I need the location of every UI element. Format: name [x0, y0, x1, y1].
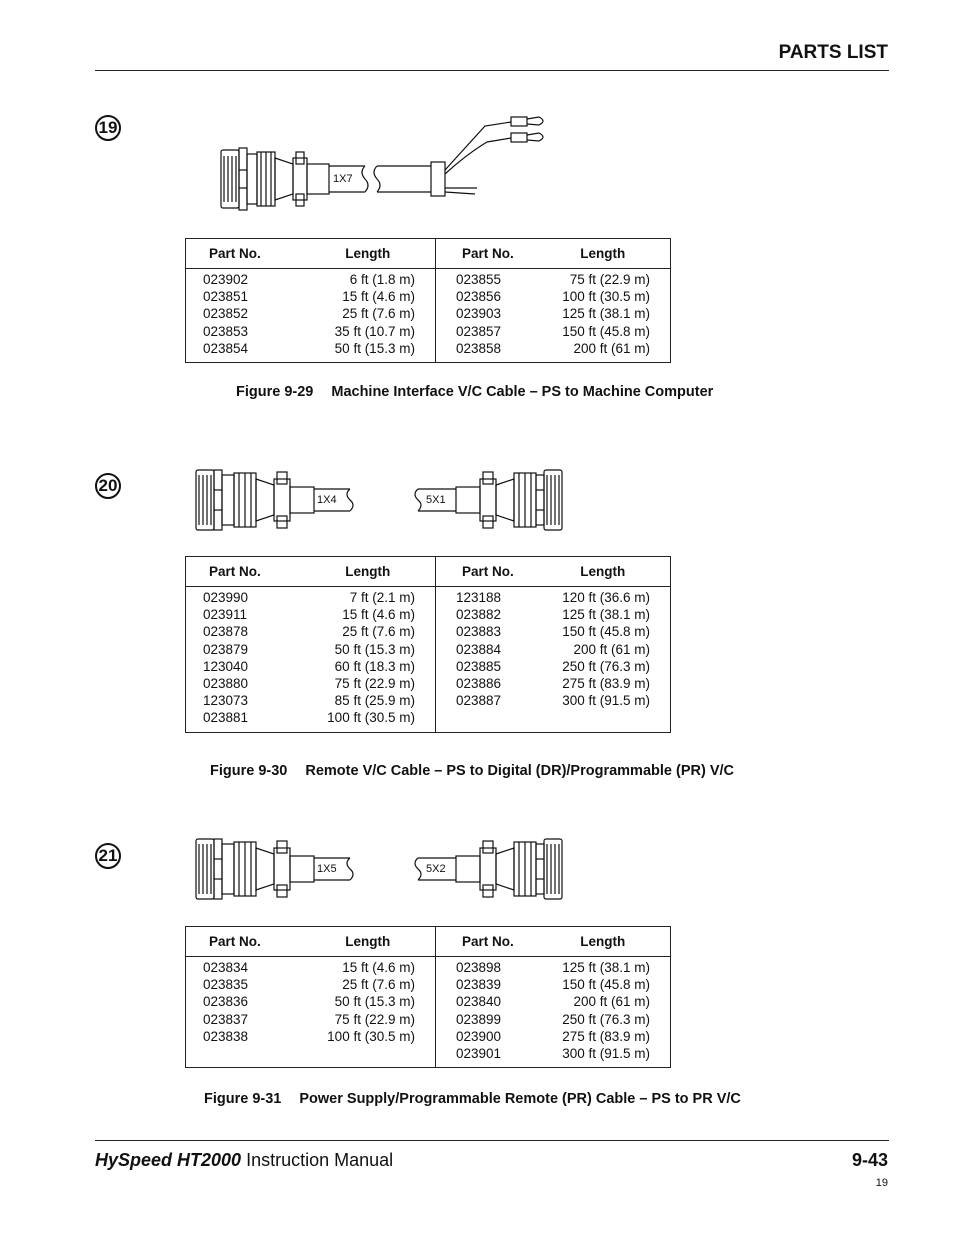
- length: 75 ft (22.9 m): [318, 1012, 435, 1029]
- length: 50 ft (15.3 m): [318, 642, 435, 659]
- length: 15 ft (4.6 m): [318, 607, 435, 624]
- length: 300 ft (91.5 m): [562, 693, 650, 709]
- length: 6 ft (1.8 m): [318, 269, 435, 290]
- product-name: HySpeed HT2000: [95, 1150, 242, 1170]
- parts-table-9-30: [185, 556, 671, 733]
- col-header: Part No.: [186, 239, 319, 269]
- length: 7 ft (2.1 m): [318, 587, 435, 608]
- part-no: 023838: [203, 1028, 249, 1044]
- footer-manual-title: [95, 1150, 393, 1171]
- col-header: Length: [542, 239, 670, 269]
- length: 125 ft (38.1 m): [562, 306, 650, 322]
- parts-table-9-29: [185, 238, 671, 363]
- table-row: [186, 324, 671, 341]
- length: 25 ft (7.6 m): [318, 977, 435, 994]
- cable-diagram-9-29: [205, 108, 565, 213]
- figure-caption-9-31: [204, 1091, 741, 1107]
- length: [542, 710, 670, 732]
- table-row: [186, 659, 671, 676]
- figure-number: Figure 9-29: [236, 384, 314, 400]
- length: 275 ft (83.9 m): [562, 675, 650, 691]
- table-row: [186, 994, 671, 1011]
- length: 100 ft (30.5 m): [318, 710, 435, 732]
- length: 150 ft (45.8 m): [562, 977, 650, 993]
- length: 200 ft (61 m): [573, 641, 650, 657]
- part-no: 023887: [455, 693, 502, 709]
- connector-label-1x7: 1X7: [333, 173, 353, 185]
- table-row: [186, 642, 671, 659]
- part-no: 023840: [455, 994, 502, 1010]
- part-no: 023884: [455, 641, 502, 657]
- part-no: 023854: [203, 340, 249, 356]
- length: 125 ft (38.1 m): [562, 960, 650, 975]
- table-row: [186, 1029, 671, 1046]
- length: 75 ft (22.9 m): [569, 272, 650, 287]
- cable-diagram-9-31: [190, 834, 570, 906]
- figure-title: Power Supply/Programmable Remote (PR) Cable – PS to PR V/C: [299, 1091, 741, 1107]
- length: 60 ft (18.3 m): [318, 659, 435, 676]
- col-header: Length: [318, 927, 435, 957]
- connector-label-1x5: 1X5: [317, 863, 337, 875]
- figure-caption-9-30: [210, 763, 734, 779]
- footer-rule: [95, 1140, 889, 1141]
- table-row: [186, 977, 671, 994]
- length: 25 ft (7.6 m): [318, 624, 435, 641]
- callout-19: 19: [95, 115, 121, 141]
- length: 275 ft (83.9 m): [562, 1028, 650, 1044]
- length: 100 ft (30.5 m): [318, 1029, 435, 1046]
- table-row: [186, 289, 671, 306]
- part-no: 023883: [455, 624, 502, 640]
- length: 200 ft (61 m): [573, 994, 650, 1010]
- parts-table-9-31: [185, 926, 671, 1068]
- part-no: 023834: [203, 960, 249, 975]
- length: 200 ft (61 m): [573, 340, 650, 356]
- part-no: 023902: [203, 272, 249, 287]
- part-no: 023878: [203, 624, 249, 640]
- figure-number: Figure 9-30: [210, 763, 288, 779]
- col-header: Length: [542, 927, 670, 957]
- part-no: 023885: [455, 658, 502, 674]
- table-row: [186, 1046, 671, 1068]
- callout-21: 21: [95, 843, 121, 869]
- part-no: 023851: [203, 289, 249, 305]
- table-row: [186, 269, 671, 290]
- length: 300 ft (91.5 m): [562, 1045, 650, 1061]
- connector-label-5x2: 5X2: [426, 863, 446, 875]
- manual-name: Instruction Manual: [246, 1150, 394, 1170]
- length: 75 ft (22.9 m): [318, 676, 435, 693]
- part-no: 023858: [455, 340, 502, 356]
- part-no: 023882: [455, 607, 502, 623]
- part-no: 023852: [203, 306, 249, 322]
- part-no: 023837: [203, 1011, 249, 1027]
- length: 120 ft (36.6 m): [562, 590, 650, 605]
- part-no: 023901: [455, 1045, 502, 1061]
- figure-title: Remote V/C Cable – PS to Digital (DR)/Programmable (PR) V/C: [305, 763, 734, 779]
- table-row: [186, 306, 671, 323]
- part-no: 023903: [455, 306, 502, 322]
- part-no: 023835: [203, 977, 249, 993]
- length: 150 ft (45.8 m): [562, 323, 650, 339]
- part-no: 123073: [203, 693, 249, 709]
- length: 250 ft (76.3 m): [562, 1011, 650, 1027]
- connector-label-1x4: 1X4: [317, 494, 337, 506]
- col-header: Length: [318, 557, 435, 587]
- table-row: [186, 607, 671, 624]
- part-no: 023857: [455, 323, 502, 339]
- part-no: 023899: [455, 1011, 502, 1027]
- table-row: [186, 676, 671, 693]
- col-header: Length: [542, 557, 670, 587]
- table-row: [186, 710, 671, 732]
- length: 50 ft (15.3 m): [318, 341, 435, 363]
- part-no: 023879: [203, 641, 249, 657]
- section-title: PARTS LIST: [778, 42, 888, 63]
- length: 35 ft (10.7 m): [318, 324, 435, 341]
- length: 15 ft (4.6 m): [318, 289, 435, 306]
- part-no: 023886: [455, 675, 502, 691]
- length: 250 ft (76.3 m): [562, 658, 650, 674]
- header-rule: [95, 70, 889, 71]
- table-row: [186, 624, 671, 641]
- sheet-number: 19: [875, 1177, 888, 1189]
- length: 15 ft (4.6 m): [318, 957, 435, 978]
- length: 125 ft (38.1 m): [562, 607, 650, 623]
- table-row: [186, 1012, 671, 1029]
- page-number: 9-43: [851, 1150, 888, 1170]
- col-header: Part No.: [435, 927, 542, 957]
- length: 150 ft (45.8 m): [562, 624, 650, 640]
- table-row: [186, 957, 671, 978]
- col-header: Part No.: [435, 239, 542, 269]
- part-no: 023900: [455, 1028, 502, 1044]
- col-header: Part No.: [435, 557, 542, 587]
- part-no: 023898: [455, 960, 502, 975]
- part-no: 023880: [203, 675, 249, 691]
- table-row: [186, 341, 671, 363]
- part-no: [435, 710, 542, 732]
- part-no: 023853: [203, 323, 249, 339]
- part-no: 023836: [203, 994, 249, 1010]
- part-no: 023856: [455, 289, 502, 305]
- length: 50 ft (15.3 m): [318, 994, 435, 1011]
- cable-diagram-9-30: [190, 465, 570, 537]
- figure-number: Figure 9-31: [204, 1091, 282, 1107]
- part-no: 123040: [203, 658, 249, 674]
- part-no: 123188: [455, 590, 502, 605]
- callout-20: 20: [95, 473, 121, 499]
- col-header: Length: [318, 239, 435, 269]
- length: 25 ft (7.6 m): [318, 306, 435, 323]
- col-header: Part No.: [186, 927, 319, 957]
- length: 85 ft (25.9 m): [318, 693, 435, 710]
- figure-caption-9-29: [236, 384, 713, 400]
- part-no: 023839: [455, 977, 502, 993]
- col-header: Part No.: [186, 557, 319, 587]
- connector-label-5x1: 5X1: [426, 494, 446, 506]
- length: [318, 1046, 435, 1068]
- table-row: [186, 587, 671, 608]
- table-row: [186, 693, 671, 710]
- part-no: 023855: [455, 272, 502, 287]
- part-no: [186, 1046, 319, 1068]
- figure-title: Machine Interface V/C Cable – PS to Machine Computer: [331, 384, 714, 400]
- length: 100 ft (30.5 m): [562, 289, 650, 305]
- part-no: 023990: [203, 590, 249, 605]
- part-no: 023881: [203, 710, 249, 726]
- part-no: 023911: [203, 607, 248, 623]
